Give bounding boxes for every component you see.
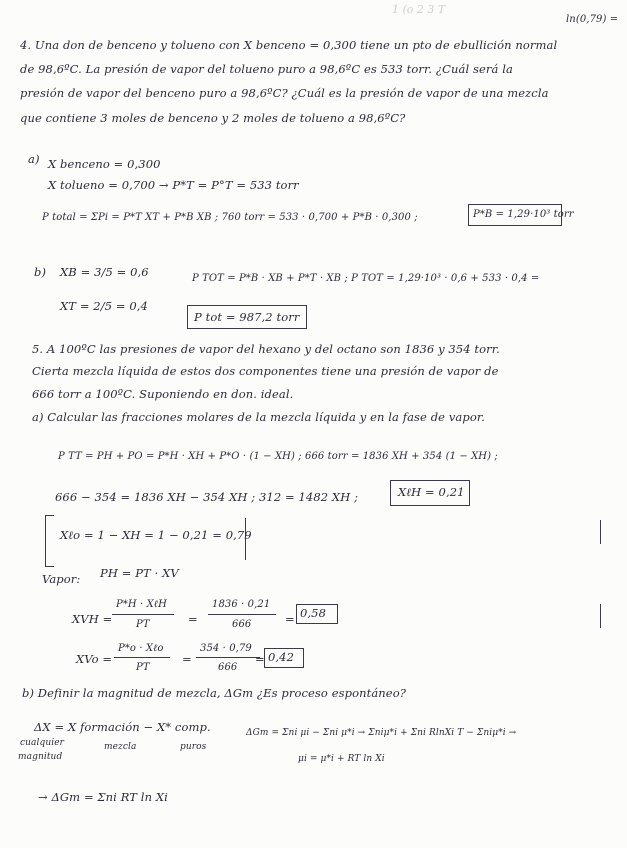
p5-xh-eq-sign: = (188, 612, 198, 626)
p5-eq3: Xℓo = 1 − XH = 1 − 0,21 = 0,79 (60, 528, 252, 542)
margin-mark-2 (600, 604, 601, 628)
p5-eq1: P TT = PH + PO = P*H · XH + P*O · (1 − XH) ; 666 torr = 1836 XH + 354 (1 − XH) ; (58, 451, 498, 462)
p5-mu-eq: μi = μ*i + RT ln Xi (298, 754, 385, 764)
p5-eq2: 666 − 354 = 1836 XH − 354 XH ; 312 = 1482 XH ; (55, 490, 359, 504)
p5-vapor-label: Vapor: (42, 572, 81, 586)
p4-line-1: 4. Una don de benceno y tolueno con X benceno = 0,300 tiene un pto de ebullición normal (20, 38, 558, 52)
p4-a-label: a) (28, 152, 40, 166)
p5-xh-lhs: XVH = (72, 612, 113, 626)
p4-a-result: P*B = 1,29·10³ torr (473, 209, 574, 220)
p5-xo-result: 0,42 (268, 650, 295, 664)
p4-b-xb: XB = 3/5 = 0,6 (60, 265, 149, 279)
margin-mark-1 (600, 520, 601, 544)
p5-dx-sub-magnitud: magnitud (18, 752, 63, 762)
p5-xo-eq-sign: = (182, 652, 192, 666)
p4-b-label: b) (34, 265, 47, 279)
p4-b-result: P tot = 987,2 torr (194, 310, 300, 324)
p5-xh-den: PT (136, 619, 150, 630)
p4-a-xtolueno: X tolueno = 0,700 → P*T = P°T = 533 torr (48, 178, 299, 192)
corner-note: ln(0,79) = (566, 14, 619, 25)
p5-xo-fraction-bar-2 (196, 657, 260, 658)
p5-xh-num: P*H · XℓH (116, 599, 167, 610)
p5-eq3-bracket (45, 515, 54, 567)
p5-dx-sub-puros: puros (180, 742, 207, 752)
p5-xo-num: P*o · Xℓo (118, 643, 164, 654)
p5-line-2: Cierta mezcla líquida de estos dos componentes tiene una presión de vapor de (32, 364, 499, 378)
p5-xh-eq-sign-2: = (285, 612, 295, 626)
p4-a-ptotal: P total = ΣPi = P*T XT + P*B XB ; 760 torr = 533 · 0,700 + P*B · 0,300 ; (42, 212, 418, 223)
p5-xh-den2: 666 (232, 619, 252, 630)
p4-line-3: presión de vapor del benceno puro a 98,6ºC? ¿Cuál es la presión de vapor de una mezcla (20, 86, 549, 100)
p5-xh-fraction-bar (112, 614, 174, 615)
bleed-through-text: 1 (o 2 3 T (392, 3, 446, 16)
p5-xo-lhs: XVo = (76, 652, 113, 666)
p5-dx-eq: ΔX = X formación − X* comp. (34, 720, 211, 734)
p5-xo-fraction-bar (114, 657, 170, 658)
p5-xo-num2: 354 · 0,79 (200, 643, 252, 654)
p4-a-xbenceno: X benceno = 0,300 (48, 157, 161, 171)
p4-b-xt: XT = 2/5 = 0,4 (60, 299, 148, 313)
p5-b-question: b) Definir la magnitud de mezcla, ΔGm ¿Es proceso espontáneo? (22, 686, 406, 700)
p5-final: → ΔGm = Σni RT ln Xi (38, 790, 168, 804)
p5-line-3: 666 torr a 100ºC. Suponiendo en don. ideal. (32, 387, 294, 401)
p5-xo-eq-sign-2: = (255, 652, 265, 666)
p5-line-4: a) Calcular las fracciones molares de la mezcla líquida y en la fase de vapor. (32, 410, 485, 424)
p5-xh-num2: 1836 · 0,21 (212, 599, 271, 610)
p5-dg-eq: ΔGm = Σni μi − Σni μ*i → Σniμ*i + Σni RlnXi T − Σniμ*i → (246, 728, 517, 738)
p5-line-1: 5. A 100ºC las presiones de vapor del hexano y del octano son 1836 y 354 torr. (32, 342, 500, 356)
p5-vapor-eq: PH = PT · XV (100, 566, 179, 580)
p5-eq2-result: XℓH = 0,21 (398, 485, 465, 499)
p5-dx-sub-cualquier: cualquier (20, 738, 65, 748)
p5-xh-fraction-bar-2 (208, 614, 276, 615)
p5-xh-result: 0,58 (300, 606, 327, 620)
p5-xo-den: PT (136, 662, 150, 673)
p5-dx-sub-mezcla: mezcla (104, 742, 137, 752)
p4-line-4: que contiene 3 moles de benceno y 2 moles de tolueno a 98,6ºC? (20, 111, 406, 125)
p4-line-2: de 98,6ºC. La presión de vapor del tolueno puro a 98,6ºC es 533 torr. ¿Cuál será la (20, 62, 513, 76)
p5-xo-den2: 666 (218, 662, 238, 673)
p4-b-ptot: P TOT = P*B · XB + P*T · XB ; P TOT = 1,29·10³ · 0,6 + 533 · 0,4 = (192, 273, 540, 284)
